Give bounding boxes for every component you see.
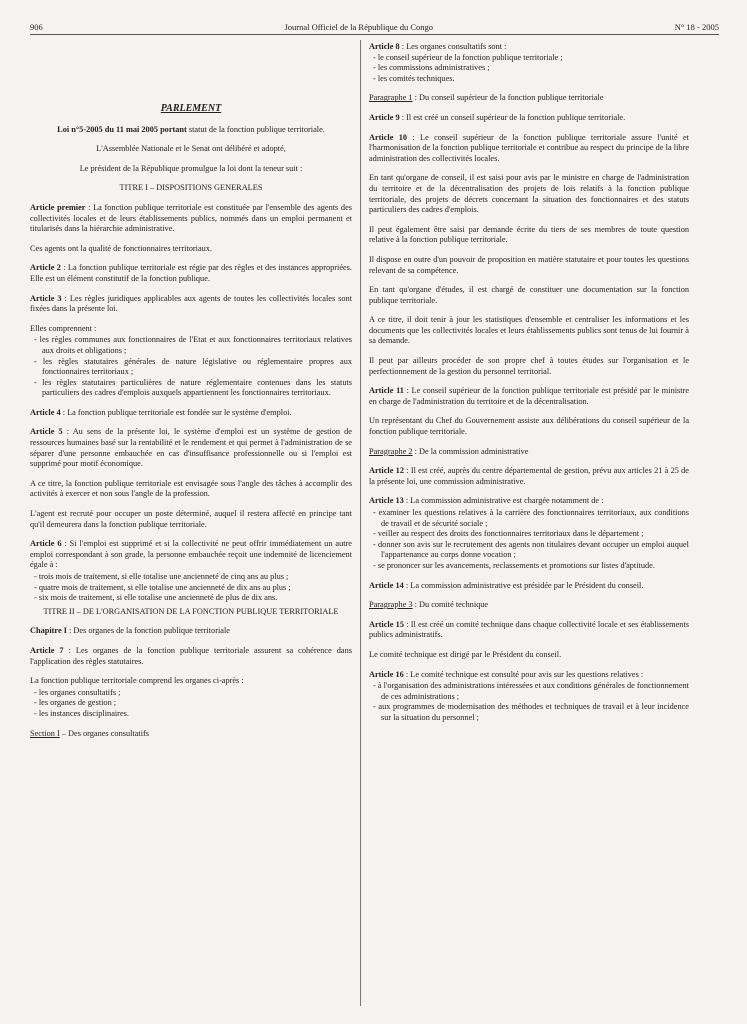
list-item: - les règles communes aux fonctionnaires de l'Etat et aux fonctionnaires territoriaux relatives aux droits et obligations ; — [34, 335, 352, 355]
article-text: : La fonction publique territoriale est fondée sur le système d'emploi. — [60, 407, 292, 417]
article-10-para: A ce titre, il doit tenir à jour les statistiques d'ensemble et centraliser les informations et les documents que les collectivités locales et leurs établissements publics sont tenus de lui fournir à sa demande. — [369, 315, 689, 346]
list-item: - les organes consultatifs ; — [34, 687, 121, 697]
list-item: - les commissions administratives ; — [373, 63, 490, 73]
article-label: Article 8 — [369, 42, 400, 51]
chapter-text: : Des organes de la fonction publique territoriale — [66, 626, 230, 636]
article-10-para: Il peut également être saisi par demande écrite du tiers de ses membres de toute question relative à la fonction publique territoriale. — [369, 224, 689, 245]
list-item: - à l'organisation des administrations intéressées et aux conditions générales de fonctionnement de ces administrations ; — [373, 681, 689, 701]
article-label: Article 3 — [30, 293, 62, 303]
article-text: : Les règles juridiques applicables aux agents de toutes les collectivités locales sont fixées dans la présente loi. — [30, 293, 353, 314]
list-item: - six mois de traitement, si elle totalise une ancienneté de plus de dix ans. — [34, 593, 278, 603]
article-10-para: Il dispose en outre d'un pouvoir de proposition en matière statutaire et pour toutes les questions relevant de sa compétence. — [369, 254, 689, 275]
article-text: : La commission administrative est présidée par le Président du conseil. — [403, 580, 644, 590]
president-line: Le président de la République promulgue la loi dont la teneur suit : — [79, 163, 303, 173]
column-divider — [360, 40, 361, 1006]
article-13 — [369, 496, 689, 507]
article-4 — [30, 408, 352, 419]
article-1-para: Ces agents ont la qualité de fonctionnaires territoriaux. — [30, 243, 213, 253]
article-label: Article premier — [30, 202, 86, 212]
article-14 — [369, 581, 689, 592]
journal-title: Journal Officiel de la République du Congo — [284, 22, 434, 32]
law-title — [30, 125, 352, 136]
paragraph-text: : Du comité technique — [412, 600, 489, 610]
assemblee-line: L'Assemblée Nationale et le Senat ont délibéré et adopté, — [96, 144, 286, 154]
right-column — [369, 42, 689, 733]
article-text: : Au sens de la présente loi, le système d'emploi est un système de gestion de ressources humaines basé sur la rentabilité et le rendement et qui permet à l'administration de se séparer d'une personne embauchée en cas d'insuffisance professionnelle ou si l'emploi est supprimé pour motif économique. — [30, 427, 352, 469]
list-item: - donner son avis sur le recrutement des agents non titulaires devant occuper un emploi auquel l'appartenance au corps donne vocation ; — [373, 539, 689, 560]
list-item: - se prononcer sur les avancements, reclassements et promotions sur listes d'aptitude. — [373, 560, 655, 570]
article-label: Article 4 — [30, 407, 61, 417]
article-text: : Il est créé un conseil supérieur de la fonction publique territoriale. — [399, 112, 626, 122]
list-item: - les instances disciplinaires. — [34, 708, 129, 718]
article-15 — [369, 620, 689, 641]
article-text: : Il est créé, auprès du centre départemental de gestion, prévu aux articles 21 à 25 de la présente loi, une commission administrative. — [369, 466, 689, 486]
paragraph-label: Paragraphe 3 — [369, 600, 413, 610]
article-7 — [30, 646, 352, 667]
law-title-rest: statut de la fonction publique territoriale. — [186, 124, 325, 134]
article-text: : Si l'emploi est supprimé et si la collectivité ne peut offrir immédiatement un autre emploi correspondant à son grade, la personne embauchée reçoit une indemnité de licenciement égale à : — [30, 539, 352, 570]
titre-1: TITRE I – DISPOSITIONS GENERALES — [119, 183, 263, 193]
article-7-list — [30, 688, 352, 720]
paragraph-text: : Du conseil supérieur de la fonction publique territoriale — [412, 93, 604, 103]
paragraph-label: Paragraphe 1 — [369, 93, 413, 103]
left-column — [30, 42, 352, 748]
article-16-list — [369, 681, 689, 723]
article-label: Article 2 — [30, 263, 61, 273]
article-10-para: En tant qu'organe de conseil, il est saisi pour avis par le ministre en charge de l'administration du territoire et de la décentralisation des projets de lois relatifs à la fonction publique territoriale, des projets de décrets concernant la situation des fonctionnaires et des statuts particuliers des cadres d'emplois. — [369, 173, 689, 215]
article-text: : Il est créé un comité technique dans chaque collectivité locale et ses établissements publics administratifs. — [369, 619, 689, 640]
article-9 — [369, 113, 689, 124]
chapitre-1 — [30, 626, 352, 637]
list-item: - quatre mois de traitement, si elle totalise une ancienneté de dix ans au plus ; — [34, 582, 291, 592]
list-item: - veiller au respect des droits des fonctionnaires territoriaux dans le département ; — [373, 529, 644, 539]
article-8 — [369, 42, 689, 53]
article-10-para: Il peut par ailleurs procéder de son propre chef à toutes études sur l'organisation et le perfectionnement de la gestion du personnel territorial. — [369, 356, 689, 376]
article-6-list — [30, 572, 352, 604]
paragraphe-3 — [369, 600, 689, 611]
article-6 — [30, 539, 352, 571]
article-3-para: Elles comprennent : — [30, 323, 97, 333]
article-label: Article 15 — [369, 619, 404, 629]
article-label: Article 9 — [369, 112, 400, 122]
paragraph-text: : De la commission administrative — [412, 446, 529, 456]
article-3-list — [30, 335, 352, 399]
section-heading-parlement: PARLEMENT — [160, 103, 222, 114]
article-label: Article 10 — [369, 132, 408, 142]
article-label: Article 12 — [369, 466, 404, 476]
list-item: - les comités techniques. — [373, 73, 455, 83]
article-text: : La fonction publique territoriale est constituée par l'ensemble des agents des collectivités locales et de leurs établissements publics, nommés dans un emploi permanent et titularisés dans la hiérarchie administrative. — [30, 202, 352, 234]
article-12 — [369, 466, 689, 487]
paragraph-label: Paragraphe 2 — [369, 446, 413, 456]
list-item: - les organes de gestion ; — [34, 698, 117, 708]
article-11 — [369, 386, 689, 407]
section-1-heading — [30, 729, 352, 740]
article-1 — [30, 203, 352, 235]
list-item: - les règles statutaires générales de nature législative ou réglementaire propres aux fonctionnaires territoriaux ; — [34, 356, 352, 377]
list-item: - trois mois de traitement, si elle totalise une ancienneté de cinq ans au plus ; — [34, 572, 289, 581]
article-10-para: En tant qu'organe d'études, il est chargé de constituer une documentation sur la fonction publique territoriale. — [369, 285, 689, 305]
article-text: : Le conseil supérieur de la fonction publique territoriale est présidé par le ministre en charge de l'administration du territoire et de la décentralisation. — [369, 386, 690, 406]
article-label: Article 6 — [30, 539, 62, 549]
page-number: 906 — [30, 22, 43, 32]
article-text: : Les organes consultatifs sont : — [399, 42, 507, 51]
article-11-para: Un représentant du Chef du Gouvernement assiste aux délibérations du conseil supérieur de la fonction publique territoriale. — [369, 416, 689, 437]
article-3 — [30, 294, 352, 315]
article-16 — [369, 670, 689, 681]
article-label: Article 11 — [369, 386, 404, 396]
article-text: : Le conseil supérieur de la fonction publique territoriale assure l'unité et l'harmonisation de la fonction publique territoriale et contribue au respect du principe de la libre administration des collectivités locales. — [369, 132, 689, 163]
article-label: Article 5 — [30, 427, 63, 437]
list-item: - aux programmes de modernisation des méthodes et techniques de travail et à leur incidence sur la situation du personnel ; — [373, 702, 689, 722]
article-label: Article 13 — [369, 496, 404, 506]
article-label: Article 16 — [369, 669, 404, 679]
list-item: - examiner les questions relatives à la carrière des fonctionnaires territoriaux, aux conditions de travail et de sécurité sociale ; — [373, 508, 689, 528]
titre-2: TITRE II – DE L'ORGANISATION DE LA FONCTION PUBLIQUE TERRITORIALE — [43, 606, 339, 616]
issue-number: N° 18 - 2005 — [674, 22, 719, 32]
list-item: - le conseil supérieur de la fonction publique territoriale ; — [373, 52, 563, 62]
article-label: Article 14 — [369, 580, 404, 590]
section-text: – Des organes consultatifs — [59, 728, 149, 738]
paragraphe-1 — [369, 93, 689, 104]
article-5 — [30, 427, 352, 469]
article-text: : La fonction publique territoriale est régie par des règles et des instances appropriées. Elle est un élément constitutif de la fonction publique. — [30, 263, 352, 283]
article-13-list — [369, 508, 689, 572]
article-2 — [30, 263, 352, 284]
running-header — [30, 22, 719, 35]
article-8-list — [369, 53, 689, 85]
article-5-para: A ce titre, la fonction publique territoriale est envisagée sous l'angle des tâches à accomplir des activités à exercer et non sous l'angle de la profession. — [30, 478, 352, 499]
law-title-bold: Loi n°5-2005 du 11 mai 2005 portant — [57, 124, 187, 134]
article-text: : Les organes de la fonction publique territoriale assurent sa cohérence dans l'application des règles statutaires. — [30, 645, 352, 666]
article-text: : Le comité technique est consulté pour avis sur les questions relatives : — [403, 669, 644, 679]
list-item: - les règles statutaires particulières de nature réglementaire contenues dans les statuts particuliers des cadres d'emplois auxquels appartiennent les fonctionnaires territoriaux. — [34, 377, 352, 398]
article-label: Article 7 — [30, 645, 64, 655]
chapter-label: Chapitre I — [30, 626, 67, 636]
article-10 — [369, 133, 689, 165]
article-15-para: Le comité technique est dirigé par le Président du conseil. — [369, 649, 562, 659]
article-text: : La commission administrative est chargée notamment de : — [403, 496, 604, 506]
article-7-para: La fonction publique territoriale comprend les organes ci-après : — [30, 676, 244, 686]
article-5-para: L'agent est recruté pour occuper un poste déterminé, auquel il restera affecté en principe tant qu'il demeurera dans la fonction publique territoriale. — [30, 509, 352, 529]
paragraphe-2 — [369, 447, 689, 458]
section-label: Section I — [30, 728, 60, 738]
